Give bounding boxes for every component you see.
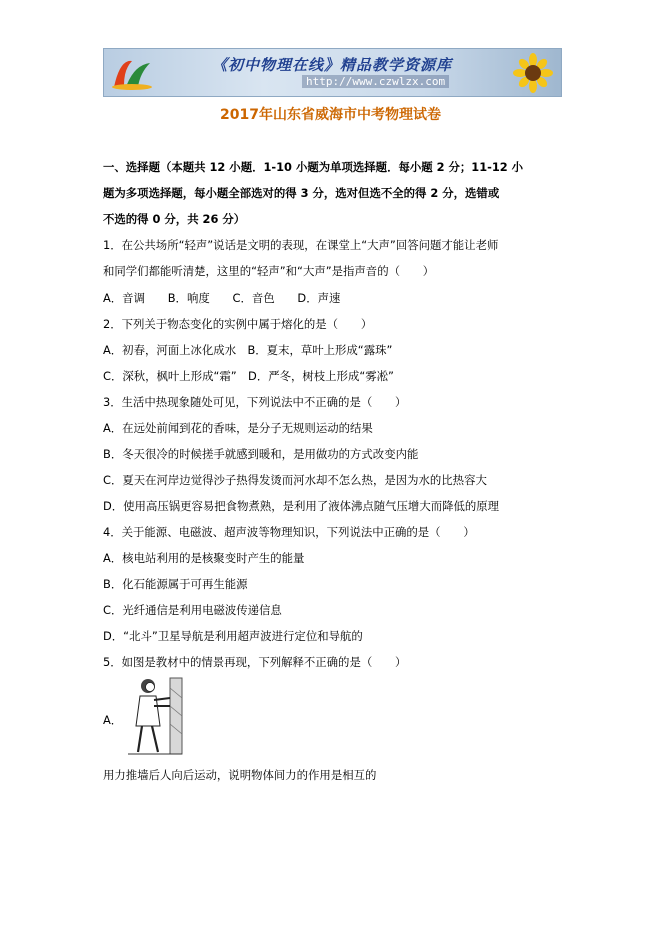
text-line: D．“北斗”卫星导航是利用超声波进行定位和导航的 bbox=[103, 629, 363, 643]
text-line: 5．如图是教材中的情景再现，下列解释不正确的是（ ） bbox=[103, 655, 407, 669]
person-pushing-wall-figure bbox=[124, 676, 186, 756]
header-banner bbox=[103, 48, 562, 97]
text-line: A．音调 B．响度 C．音色 D．声速 bbox=[103, 291, 341, 305]
text-line: 和同学们都能听清楚，这里的“轻声”和“大声”是指声音的（ ） bbox=[103, 264, 435, 278]
text-line: C．深秋，枫叶上形成“霜” D．严冬，树枝上形成“雾凇” bbox=[103, 369, 394, 383]
banner-url: http://www.czwlzx.com bbox=[302, 75, 449, 88]
text-line: 用力推墙后人向后运动，说明物体间力的作用是相互的 bbox=[103, 768, 377, 782]
banner-title: 《初中物理在线》精品教学资源库 bbox=[212, 56, 453, 74]
text-line: A．在远处前闻到花的香味，是分子无规则运动的结果 bbox=[103, 421, 373, 435]
text-line: A． bbox=[103, 713, 123, 727]
text-line: 一、选择题（本题共 12 小题．1-10 小题为单项选择题．每小题 2 分；11-12 小 bbox=[103, 160, 524, 174]
text-line: A．初春，河面上冰化成水 B．夏末，草叶上形成“露珠” bbox=[103, 343, 393, 357]
text-line: 题为多项选择题，每小题全部选对的得 3 分，选对但选不全的得 2 分，选错或 bbox=[103, 186, 500, 200]
text-line: 1．在公共场所“轻声”说话是文明的表现，在课堂上“大声”回答问题才能让老师 bbox=[103, 238, 499, 252]
text-line: 4．关于能源、电磁波、超声波等物理知识，下列说法中正确的是（ ） bbox=[103, 525, 475, 539]
text-line: 2．下列关于物态变化的实例中属于熔化的是（ ） bbox=[103, 317, 373, 331]
text-line: B．冬天很冷的时候搓手就感到暖和，是用做功的方式改变内能 bbox=[103, 447, 419, 461]
text-line: C．夏天在河岸边觉得沙子热得发烫而河水却不怎么热，是因为水的比热容大 bbox=[103, 473, 487, 487]
text-line: D．使用高压锅更容易把食物煮熟，是利用了液体沸点随气压增大而降低的原理 bbox=[103, 499, 500, 513]
text-line: B．化石能源属于可再生能源 bbox=[103, 577, 248, 591]
sunflower-icon bbox=[513, 53, 553, 93]
text-line: C．光纤通信是利用电磁波传递信息 bbox=[103, 603, 282, 617]
text-line: A．核电站利用的是核聚变时产生的能量 bbox=[103, 551, 305, 565]
text-line: 3．生活中热现象随处可见，下列说法中不正确的是（ ） bbox=[103, 395, 407, 409]
text-line: 不选的得 0 分，共 26 分） bbox=[103, 212, 246, 226]
logo-icon bbox=[110, 55, 154, 91]
document-title: 2017年山东省威海市中考物理试卷 bbox=[220, 107, 441, 123]
